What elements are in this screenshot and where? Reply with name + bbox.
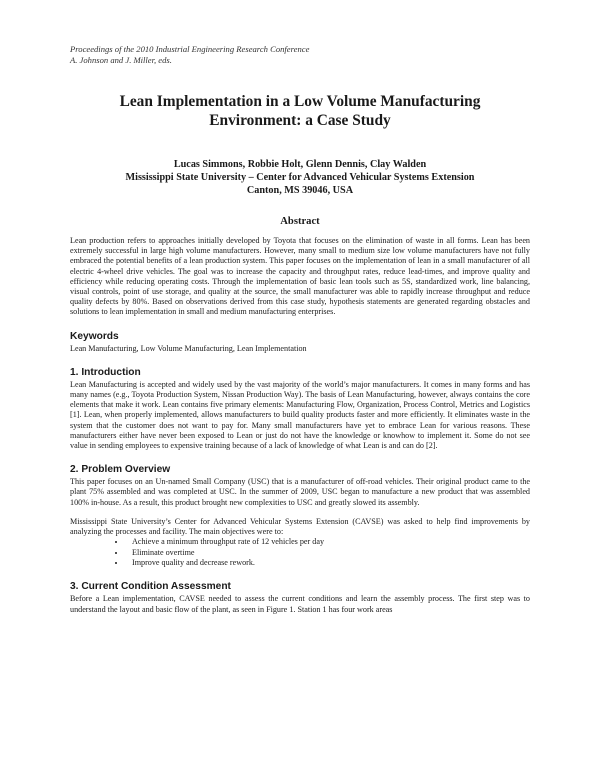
problem-overview-text-2: Mississippi State University’s Center for Advanced Vehicular Systems Extension (CAVSE) was asked to help find improvements by analyzing the processes and facility. The main objectives were to: xyxy=(70,516,530,537)
list-item: • Improve quality and decrease rework. xyxy=(126,558,530,568)
introduction-text: Lean Manufacturing is accepted and widely used by the vast majority of the world’s major manufacturers. It comes in many forms and has many names (e.g., Toyota Production System, Nissan Production Way). The basis of Lean Manufacturing, however, always contains the core elements that make it work. Lean contains five primary elements: Manufacturing Flow, Organization, Process Control, Metrics and Logistics [1]. Lean, when properly implemented, allows manufacturers to build quality products faster and more efficiently. It eliminates waste in the system that the customer does not want to pay for. Many small manufacturers have yet to embrace Lean for various reasons. These manufacturers either have never been exposed to Lean or just do not have the knowledge or knowhow to implement it. Some do not see value in sending employees to expensive training because of a lack of knowledge of what Lean is and can do [2]. xyxy=(70,379,530,451)
proceedings-header xyxy=(70,44,530,66)
paper-title xyxy=(70,92,530,130)
proceedings-title: Proceedings of the 2010 Industrial Engineering Research Conference xyxy=(70,44,310,54)
title-line-2: Environment: a Case Study xyxy=(209,112,391,129)
list-item: • Achieve a minimum throughput rate of 12 vehicles per day xyxy=(126,537,530,547)
paper-page xyxy=(70,44,530,615)
objectives-list xyxy=(70,537,530,568)
current-condition-heading: 3. Current Condition Assessment xyxy=(70,581,231,593)
keywords-heading: Keywords xyxy=(70,330,119,342)
author-block xyxy=(70,158,530,197)
abstract-heading: Abstract xyxy=(280,216,320,227)
abstract-text: Lean production refers to approaches initially developed by Toyota that focuses on the elimination of waste in all forms. Lean has been extremely successful in large high volume manufacturers. However, many small to medium size low volume manufacturers have not fully embraced the potential benefits of a lean production system. This paper focuses on the implementation of lean in a small manufacturer of all electric 4-wheel drive vehicles. The goal was to increase the capacity and throughput rates, reduce lead-times, and improve quality and efficiency while reducing operating costs. Through the implementation of basic lean tools such as 5S, standardized work, line balancing, visual controls, point of use storage, and quality at the source, the small manufacturer was able to rapidly increase throughput and reduce quality defects by 80%. Based on observations derived from this case study, hypothesis statements are generated regarding obstacles and solutions to lean implementation in small and medium manufacturing enterprises. xyxy=(70,236,530,317)
keywords-text: Lean Manufacturing, Low Volume Manufacturing, Lean Implementation xyxy=(70,343,307,353)
current-condition-text: Before a Lean implementation, CAVSE needed to assess the current conditions and learn the assembly process. The first step was to understand the layout and basic flow of the plant, as seen in Figure 1. Station 1 has four work areas xyxy=(70,594,530,614)
author-location: Canton, MS 39046, USA xyxy=(246,185,354,196)
problem-overview-text-1: This paper focuses on an Un-named Small Company (USC) that is a manufacturer of off-road vehicles. Their original product came to the plant 75% assembled and was completed at USC. In the summer of 2009, USC began to manufacture a new product that was assembled 100% in-house. As a result, this product brought new complexities to USC and greatly slowed its assembly. xyxy=(70,477,530,507)
author-names: Lucas Simmons, Robbie Holt, Glenn Dennis, Clay Walden xyxy=(173,159,427,170)
problem-overview-heading: 2. Problem Overview xyxy=(70,464,171,476)
author-affiliation: Mississippi State University – Center for Advanced Vehicular Systems Extension xyxy=(125,172,475,183)
title-line-1: Lean Implementation in a Low Volume Manufacturing xyxy=(119,93,481,110)
list-item: • Eliminate overtime xyxy=(126,548,530,558)
introduction-heading: 1. Introduction xyxy=(70,366,141,378)
proceedings-editors: A. Johnson and J. Miller, eds. xyxy=(70,55,172,65)
